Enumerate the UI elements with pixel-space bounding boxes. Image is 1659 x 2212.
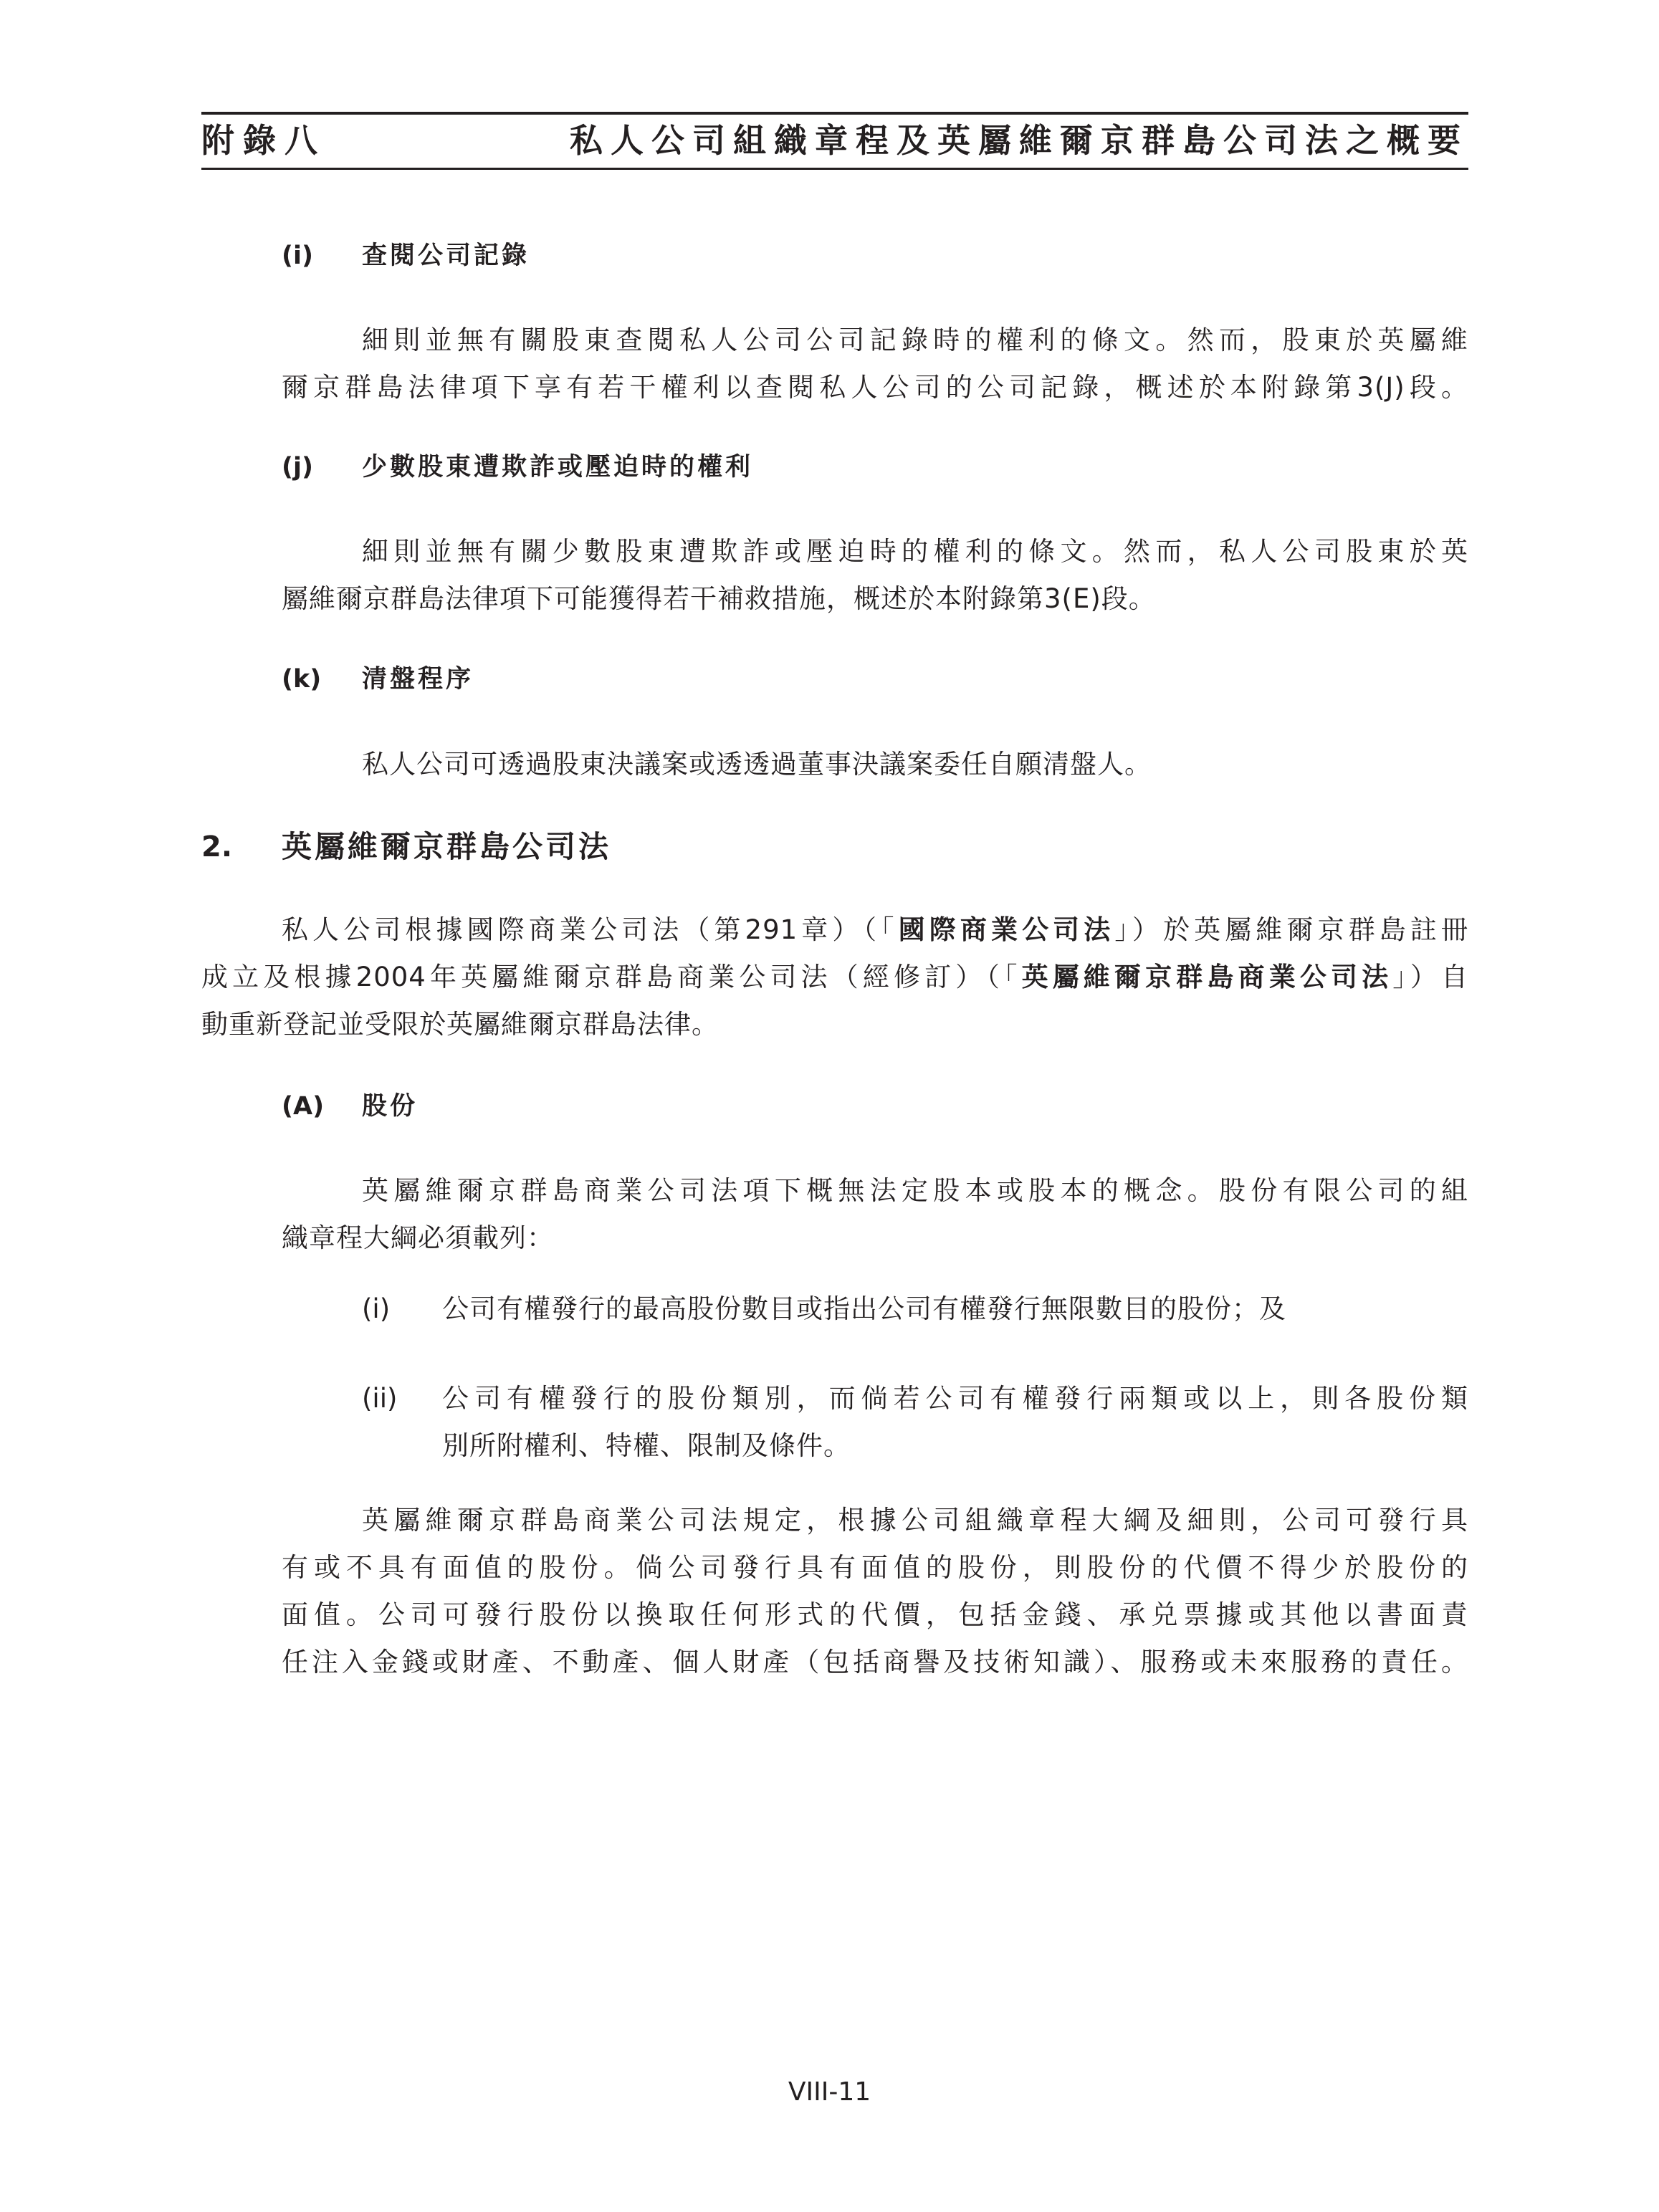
paragraph-line bbox=[201, 954, 1468, 1001]
paragraph-line: 細則並無有關少數股東遭欺詐或壓迫時的權利的條文。然而，私人公司股東於英 bbox=[362, 536, 1468, 567]
page-header-title: 私人公司組織章程及英屬維爾京群島公司法之概要 bbox=[570, 121, 1468, 160]
text-run: 成立及根據2004年英屬維爾京群島商業公司法（經修訂）（「 bbox=[201, 962, 1022, 992]
section-k-title: 清盤程序 bbox=[362, 665, 474, 694]
section-A-label: (A) bbox=[282, 1092, 325, 1121]
header-bottom-rule bbox=[201, 168, 1468, 170]
section-k-label: (k) bbox=[282, 665, 322, 694]
paragraph-line: 爾京群島法律項下享有若干權利以查閱私人公司的公司記錄，概述於本附錄第3(J)段。 bbox=[282, 372, 1468, 403]
appendix-label: 附錄八 bbox=[201, 121, 326, 160]
paragraph-line: 細則並無有關股東查閱私人公司公司記錄時的權利的條文。然而，股東於英屬維 bbox=[362, 325, 1468, 355]
list-item-number: (i) bbox=[362, 1293, 391, 1324]
list-item-number: (ii) bbox=[362, 1383, 398, 1414]
defined-term: 國際商業公司法 bbox=[898, 914, 1115, 945]
page-number: VIII-11 bbox=[788, 2077, 871, 2107]
paragraph-line: 面值。公司可發行股份以換取任何形式的代價，包括金錢、承兑票據或其他以書面責 bbox=[282, 1599, 1468, 1630]
header-top-rule bbox=[201, 112, 1468, 115]
section-2-number: 2. bbox=[201, 830, 233, 863]
section-i-label: (i) bbox=[282, 241, 313, 270]
section-i-title: 查閱公司記錄 bbox=[362, 241, 530, 270]
paragraph-line: 私人公司可透過股東決議案或透透過董事決議案委任自願清盤人。 bbox=[362, 749, 1152, 780]
paragraph-line: 任注入金錢或財產、不動產、個人財產（包括商譽及技術知識）、服務或未來服務的責任。 bbox=[282, 1647, 1468, 1677]
paragraph-line: 英屬維爾京群島商業公司法項下概無法定股本或股本的概念。股份有限公司的組 bbox=[362, 1175, 1468, 1206]
defined-term: 英屬維爾京群島商業公司法 bbox=[1021, 962, 1393, 992]
paragraph-line: 公司有權發行的股份類別，而倘若公司有權發行兩類或以上，則各股份類 bbox=[442, 1383, 1468, 1414]
section-A-closing bbox=[282, 1497, 1468, 1686]
section-j-paragraph bbox=[282, 528, 1468, 623]
paragraph-line: 英屬維爾京群島商業公司法規定，根據公司組織章程大綱及細則，公司可發行具 bbox=[362, 1505, 1468, 1536]
section-i-paragraph bbox=[282, 317, 1468, 411]
text-run: 」）自 bbox=[1392, 962, 1469, 992]
paragraph-line bbox=[201, 906, 1468, 954]
paragraph-line: 屬維爾京群島法律項下可能獲得若干補救措施，概述於本附錄第3(E)段。 bbox=[282, 583, 1156, 614]
paragraph-line: 動重新登記並受限於英屬維爾京群島法律。 bbox=[201, 1009, 719, 1040]
text-run: 私人公司根據國際商業公司法（第291章）（「 bbox=[282, 914, 899, 945]
section-k-paragraph bbox=[282, 741, 1468, 788]
paragraph-line: 公司有權發行的最高股份數目或指出公司有權發行無限數目的股份；及 bbox=[442, 1293, 1286, 1324]
section-j-label: (j) bbox=[282, 453, 313, 482]
paragraph-line: 織章程大綱必須載列： bbox=[282, 1222, 554, 1253]
list-item-text bbox=[442, 1285, 1468, 1333]
text-run: 」）於英屬維爾京群島註冊 bbox=[1114, 914, 1469, 945]
section-2-title: 英屬維爾京群島公司法 bbox=[282, 829, 612, 864]
section-A-title: 股份 bbox=[362, 1092, 419, 1121]
paragraph-line: 別所附權利、特權、限制及條件。 bbox=[442, 1430, 851, 1461]
section-2-paragraph bbox=[201, 906, 1468, 1048]
section-A-intro bbox=[282, 1167, 1468, 1262]
section-j-title: 少數股東遭欺詐或壓迫時的權利 bbox=[362, 453, 754, 482]
list-item-text bbox=[442, 1375, 1468, 1470]
paragraph-line: 有或不具有面值的股份。倘公司發行具有面值的股份，則股份的代價不得少於股份的 bbox=[282, 1552, 1468, 1583]
